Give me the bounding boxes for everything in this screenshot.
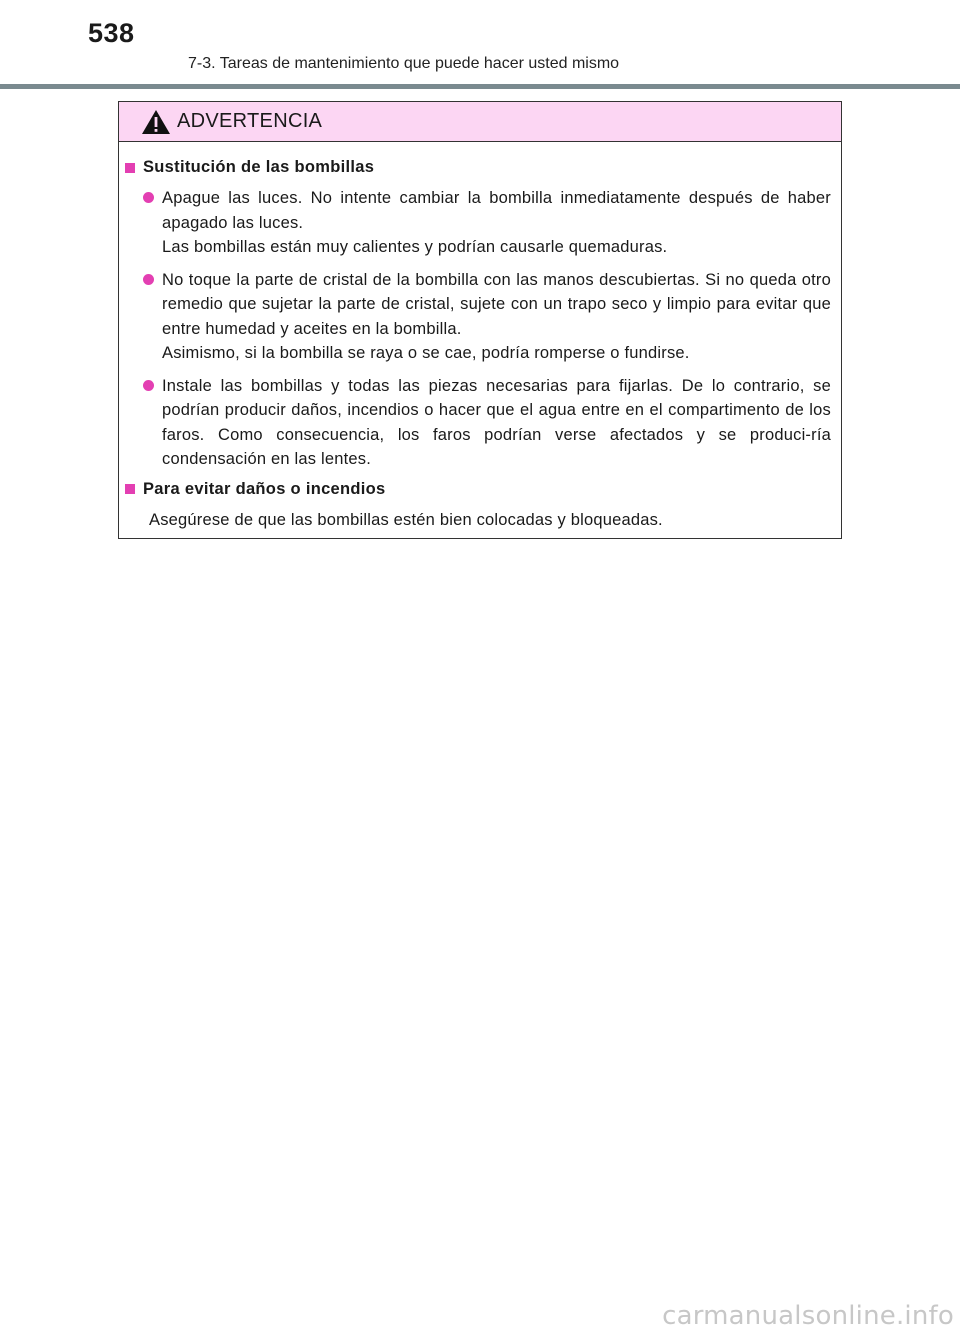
header-rule	[0, 84, 960, 89]
round-bullet-icon	[143, 274, 154, 285]
warning-box	[118, 101, 842, 539]
list-item	[123, 374, 831, 472]
list-item	[123, 186, 831, 260]
square-bullet-icon	[125, 484, 135, 494]
watermark: carmanualsonline.info	[662, 1301, 954, 1331]
round-bullet-icon	[143, 380, 154, 391]
subheading-bulb-replacement	[123, 158, 831, 177]
paragraph: Asegúrese de que las bombillas estén bien colocadas y bloqueadas.	[149, 510, 663, 529]
item-text	[162, 186, 831, 260]
section-title: 7-3. Tareas de mantenimiento que puede hacer usted mismo	[188, 55, 620, 72]
paragraph: Asimismo, si la bombilla se raya o se cae, podría romperse o fundirse.	[162, 344, 690, 362]
warning-body	[119, 142, 841, 532]
page-number: 538	[88, 18, 135, 48]
subheading-text: Para evitar daños o incendios	[143, 479, 386, 498]
subheading-text: Sustitución de las bombillas	[143, 158, 375, 176]
paragraph: Apague las luces. No intente cambiar la bombilla inmediatamente después de haber apagado las luces.	[162, 189, 831, 232]
paragraph: Las bombillas están muy calientes y podrían causarle quemaduras.	[162, 238, 668, 256]
item-text	[162, 268, 831, 366]
warning-title: ADVERTENCIA	[177, 110, 323, 132]
warning-triangle-icon	[141, 109, 171, 135]
warning-header	[119, 102, 841, 142]
list-item	[123, 268, 831, 366]
paragraph: Instale las bombillas y todas las piezas necesarias para fijarlas. De lo contrario, se podrían producir daños, incendios o hacer que el agua entre en el compartimento de los faros. Como consecuencia, los faros podrían verse afectados y se produci-ría condensación en las lentes.	[162, 376, 831, 468]
square-bullet-icon	[125, 163, 135, 173]
subheading-fire-prevention	[123, 480, 831, 499]
round-bullet-icon	[143, 192, 154, 203]
paragraph: No toque la parte de cristal de la bombilla con las manos descubiertas. Si no queda otro remedio que sujetar la parte de cristal, sujete con un trapo seco y limpio para evitar que entre humedad y aceites en la bombilla.	[162, 270, 831, 338]
item-text	[162, 374, 831, 472]
